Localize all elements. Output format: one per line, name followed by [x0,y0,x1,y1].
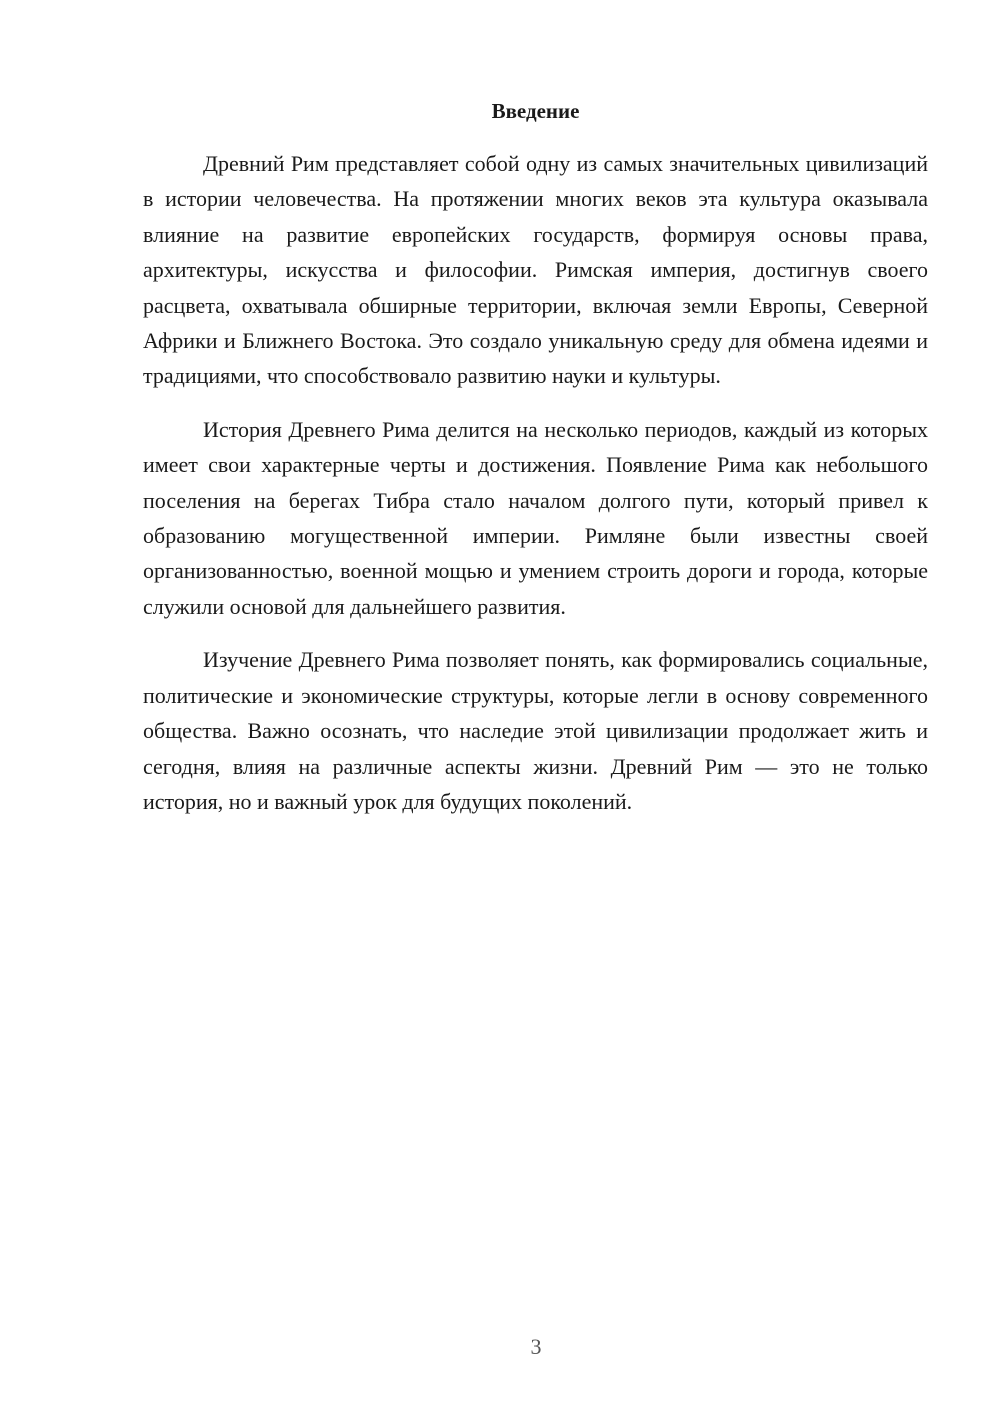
page-content [143,96,928,837]
paragraph-1: Древний Рим представляет собой одну из самых значительных цивилизаций в истории человечества. На протяжении многих веков эта культура оказывала влияние на развитие европейских государств, формируя основы права, архитектуры, искусства и философии. Римская империя, достигнув своего расцвета, охватывала обширные территории, включая земли Европы, Северной Африки и Ближнего Востока. Это создало уникальную среду для обмена идеями и традициями, что способствовало развитию науки и культуры. [143,151,928,389]
page-number: 3 [530,1334,542,1359]
paragraph-2: История Древнего Рима делится на несколько периодов, каждый из которых имеет свои характерные черты и достижения. Появление Рима как небольшого поселения на берегах Тибра стало началом долгого пути, который привел к образованию могущественной империи. Римляне были известны своей организованностью, военной мощью и умением строить дороги и города, которые служили основой для дальнейшего развития. [143,416,928,619]
paragraph-3: Изучение Древнего Рима позволяет понять, как формировались социальные, политические и экономические структуры, которые легли в основу современного общества. Важно осознать, что наследие этой цивилизации продолжает жить и сегодня, влияя на различные аспекты жизни. Древний Рим — это не только история, но и важный урок для будущих поколений. [143,647,928,814]
section-heading: Введение [491,99,580,123]
